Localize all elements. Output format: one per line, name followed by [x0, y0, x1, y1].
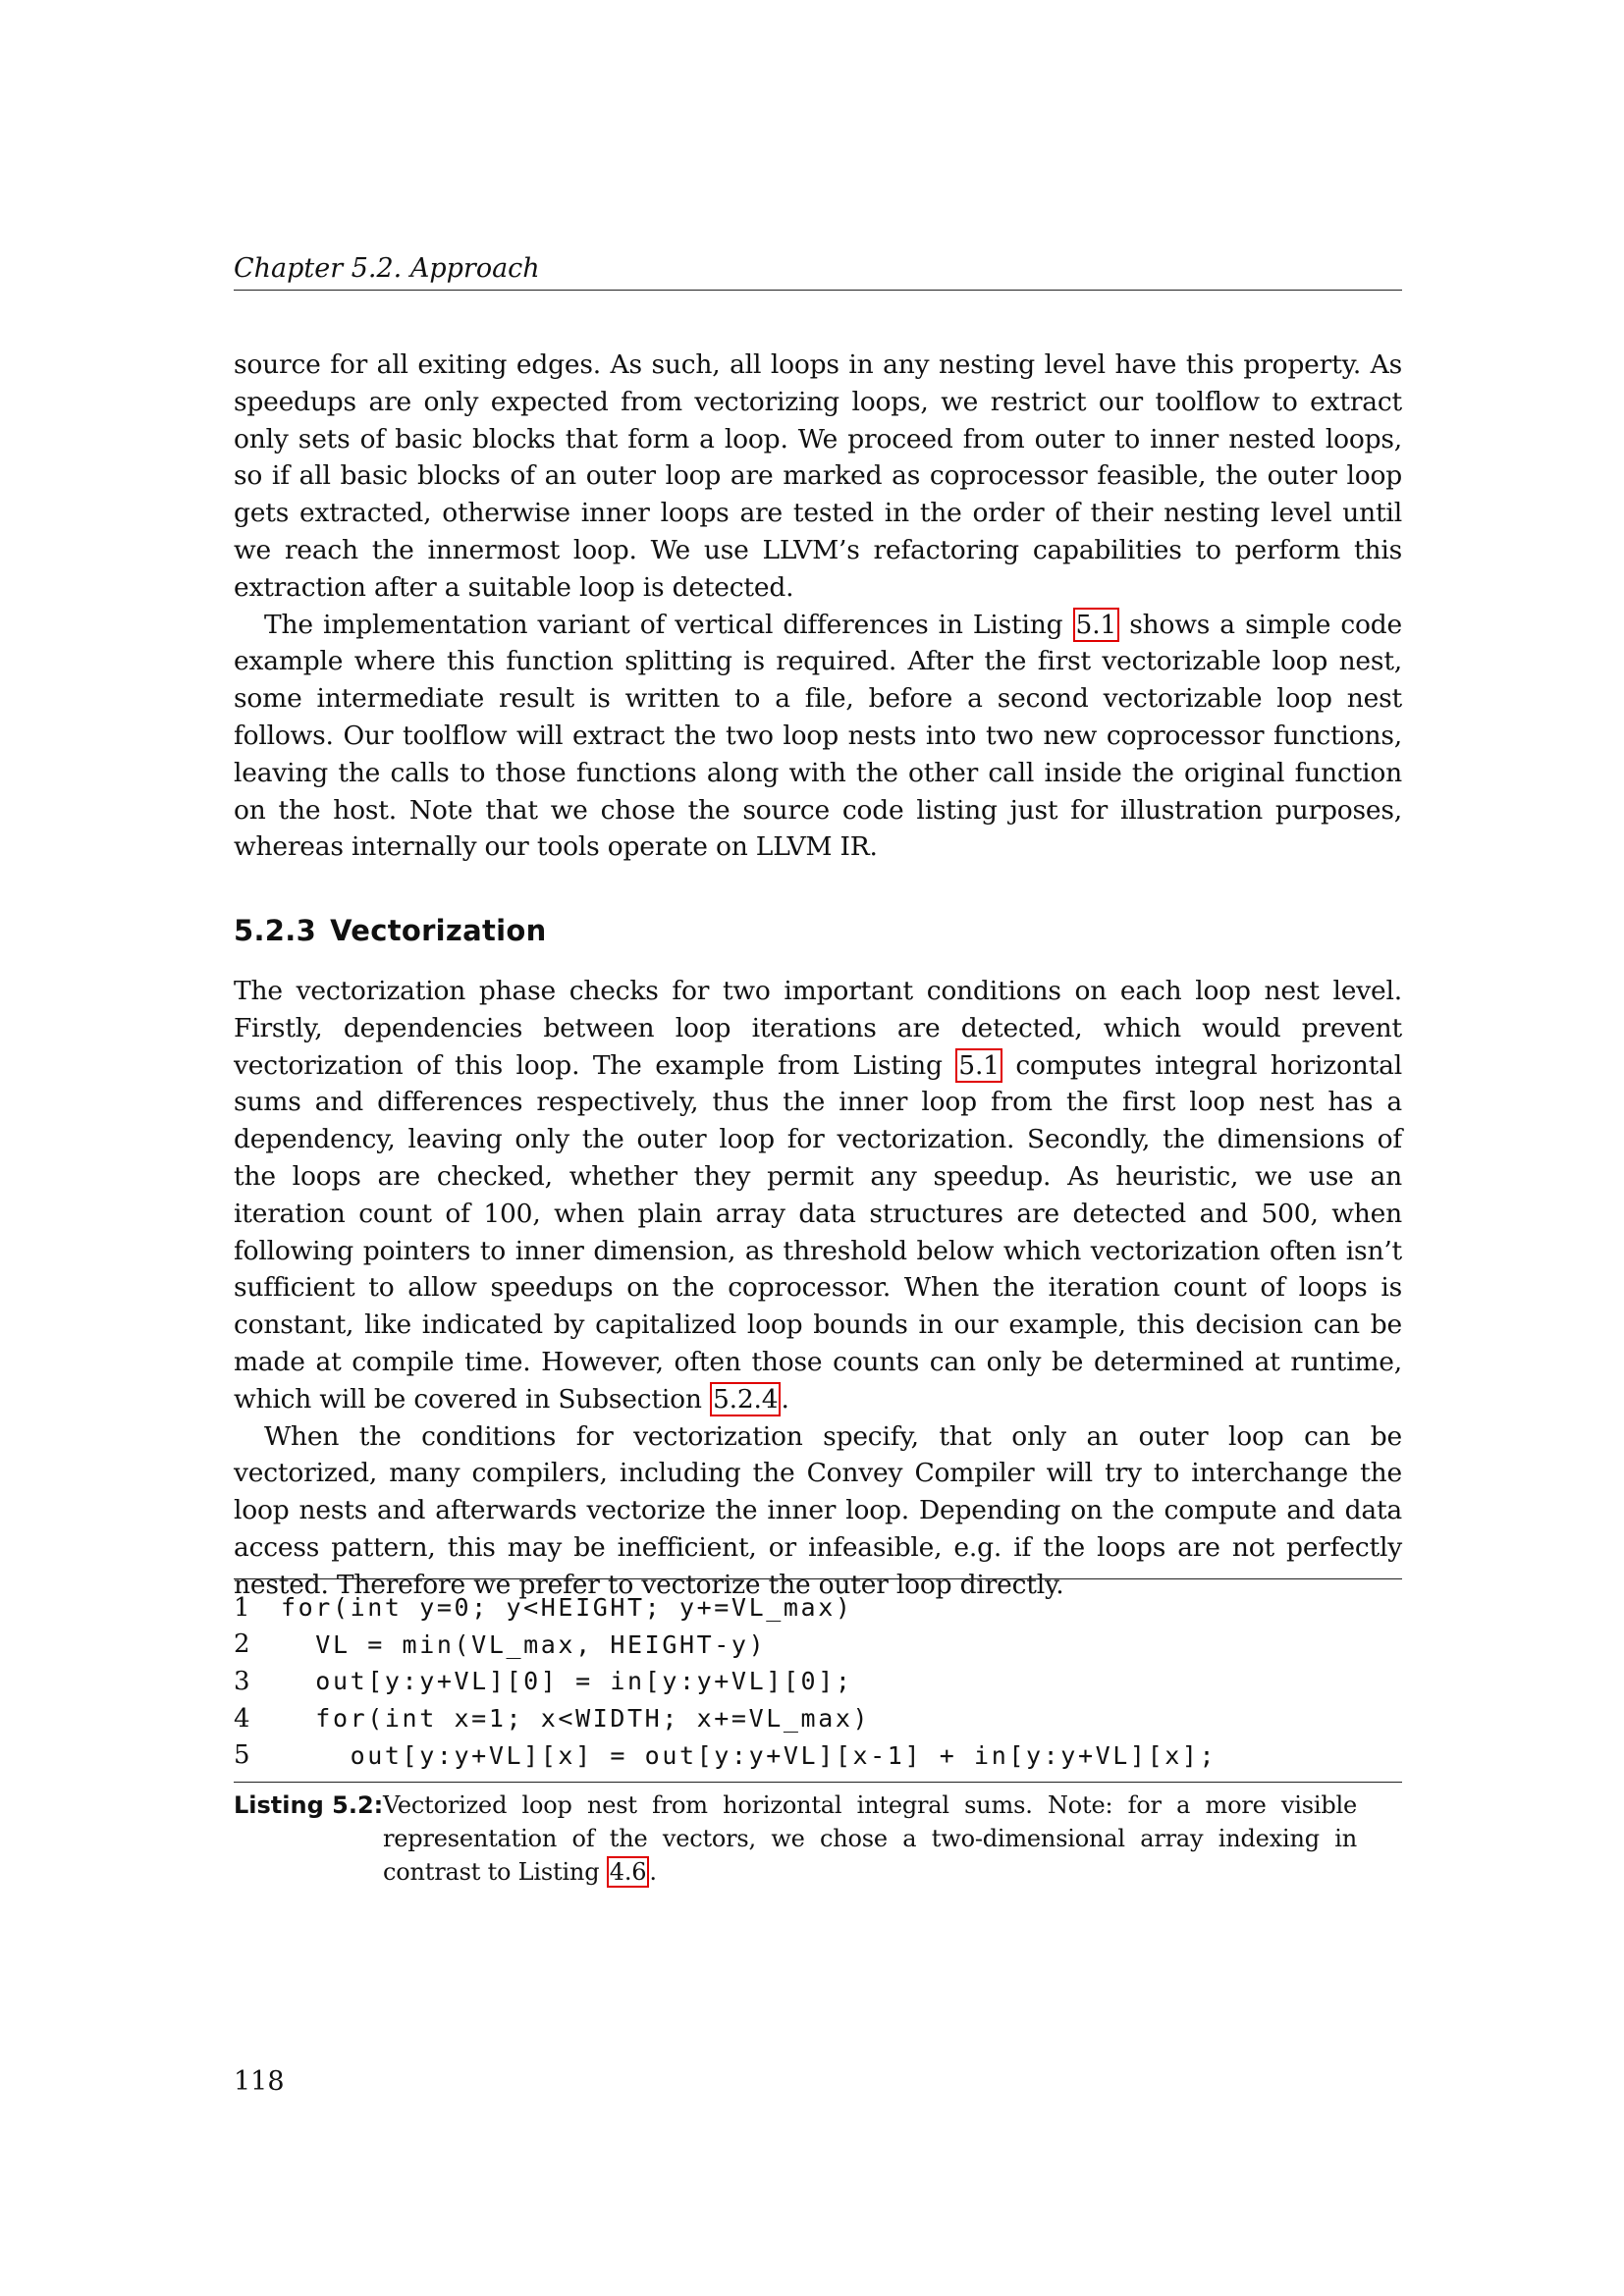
running-header — [234, 253, 1402, 291]
line-number: 5 — [234, 1740, 250, 1771]
section-title: Vectorization — [330, 914, 547, 947]
listing-caption — [234, 1789, 1357, 1889]
code-line — [234, 1700, 1402, 1737]
code-text: for(int y=0; y<HEIGHT; y+=VL_max) — [281, 1593, 853, 1623]
code-line — [234, 1736, 1402, 1774]
paragraph-2 — [234, 607, 1402, 867]
subsection-reference-link[interactable]: 5.2.4 — [710, 1382, 781, 1416]
listing-reference-link[interactable]: 5.1 — [1073, 608, 1120, 642]
code-line — [234, 1627, 1402, 1664]
section-heading — [234, 914, 547, 947]
caption-text — [383, 1789, 1357, 1889]
body-text-top — [234, 347, 1402, 866]
paragraph-4: When the conditions for vectorization specify, that only an outer loop can be vectorized, many compilers, including the Convey Compiler will try to interchange the loop nests and afterwards vectorize the inner loop. Depending on the compute and data access pattern, this may be inefficient, or infeasible, e.g. if the loops are not perfectly nested. Therefore we prefer to vectorize the outer loop directly. — [234, 1420, 1402, 1600]
paragraph-1: source for all exiting edges. As such, all loops in any nesting level have this property. As speedups are only expected from vectorizing loops, we restrict our toolflow to extract only sets of basic blocks that form a loop. We proceed from outer to inner nested loops, so if all basic blocks of an outer loop are marked as coprocessor feasible, the outer loop gets extracted, otherwise inner loops are tested in the order of their nesting level until we reach the innermost loop. We use LLVM’s refactoring capabilities to perform this extraction after a suitable loop is detected. — [234, 349, 1402, 603]
code-line — [234, 1663, 1402, 1700]
code-listing — [234, 1578, 1402, 1783]
code-text: out[y:y+VL][0] = in[y:y+VL][0]; — [281, 1667, 853, 1696]
listing-reference-link[interactable]: 5.1 — [955, 1048, 1002, 1083]
caption-text-end: . — [649, 1858, 657, 1886]
line-number: 3 — [234, 1666, 250, 1696]
listing-reference-link[interactable]: 4.6 — [607, 1856, 650, 1888]
line-number: 2 — [234, 1629, 250, 1660]
paragraph-2-text: The implementation variant of vertical differences in Listing — [264, 609, 1073, 640]
code-line — [234, 1589, 1402, 1627]
code-text: out[y:y+VL][x] = out[y:y+VL][x-1] + in[y:y+VL][x]; — [281, 1740, 1218, 1770]
line-number: 4 — [234, 1703, 250, 1734]
caption-label: Listing 5.2: — [234, 1791, 384, 1819]
paragraph-3-text-mid: computes integral horizontal sums and differences respectively, thus the inner loop from the first loop nest has a dependency, leaving only the outer loop for vectorization. Secondly, the dimensions of the loops are checked, whether they permit any speedup. As heuristic, we use an iteration count of 100, when plain array data structures are detected and 500, when following pointers to inner dimension, as threshold below which vectorization often isn’t sufficient to allow speedups on the coprocessor. When the iteration count of loops is constant, like indicated by capitalized loop bounds in our example, this decision can be made at compile time. However, often those counts can only be determined at runtime, which will be covered in Subsection — [234, 1049, 1403, 1415]
page-number: 118 — [234, 2066, 285, 2097]
caption-text-body: Vectorized loop nest from horizontal integral sums. Note: for a more visible representation of the vectors, we chose a two-dimensional array indexing in contrast to Listing — [383, 1791, 1357, 1886]
paragraph-3 — [234, 973, 1402, 1418]
paragraph-3-end: . — [781, 1383, 789, 1415]
section-number: 5.2.3 — [234, 914, 317, 947]
body-text-section — [234, 973, 1402, 1604]
code-text: VL = min(VL_max, HEIGHT-y) — [281, 1629, 767, 1659]
line-number: 1 — [234, 1592, 250, 1623]
paragraph-2-text-cont: shows a simple code example where this function splitting is required. After the first vectorizable loop nest, some intermediate result is written to a file, before a second vectorizable loop nest follows. Our toolflow will extract the two loop nests into two new coprocessor functions, leaving the calls to those functions along with the other call inside the original function on the host. Note that we chose the source code listing just for illustration purposes, whereas internally our tools operate on LLVM IR. — [234, 609, 1402, 863]
code-text: for(int x=1; x<WIDTH; x+=VL_max) — [281, 1704, 871, 1734]
running-title: Chapter 5.2. Approach — [234, 253, 540, 284]
paragraph-3-text: The vectorization phase checks for two important conditions on each loop nest level. Firstly, dependencies between loop iterations are detected, which would prevent vectorization of this loop. The example from Listing — [234, 976, 1402, 1081]
